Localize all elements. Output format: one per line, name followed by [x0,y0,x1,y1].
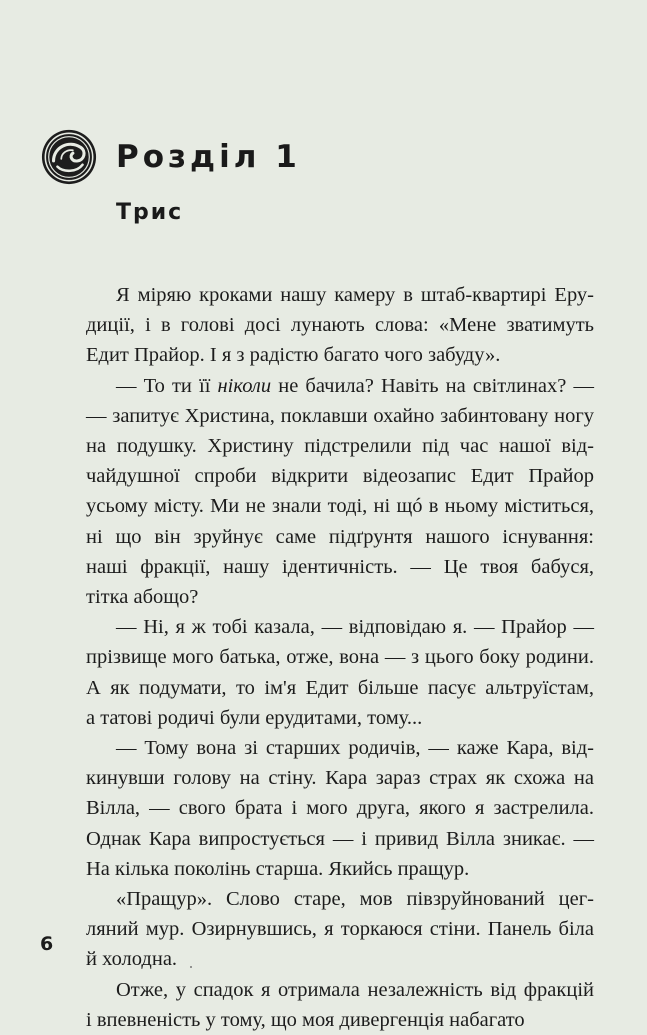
text-line: ні що він зруйнує саме підґрунтя нашого існування: [86,525,594,548]
text-line: чайдушної спроби відкрити відеозапис Едит Прайор [86,465,594,488]
emphasis-word: ніколи [217,374,272,397]
text-line: Отже, у спадок я отримала незалежність від фракцій [116,978,594,1001]
chapter-title: Розділ 1 [116,139,301,175]
text-line: тітка абощо? [86,586,199,609]
text-run: не бачила? Навіть на світлинах? — [271,374,594,397]
text-line: — Тому вона зі старших родичів, — каже Кара, від- [116,737,594,760]
narrator-heading: Трис [116,200,184,225]
text-run: — То ти її [116,374,218,397]
text-line: На кілька поколінь старша. Якийсь пращур. [86,857,470,880]
text-line: усьому місту. Ми не знали тоді, ні щó в ньому міститься, [86,495,594,518]
text-line: й холодна. [86,948,178,971]
page-number: 6 [40,933,54,955]
text-line: диції, і в голові досі лунають слова: «Мене зватимуть [86,314,594,337]
text-line: а татові родичі були ерудитами, тому... [86,706,423,729]
text-line: А як подумати, то ім'я Едит більше пасує альтруїстам, [86,676,594,699]
swirl-emblem-icon [40,128,98,186]
text-line: прізвище мого батька, отже, вона — з цього боку родини. [86,646,594,669]
text-line: Вілла, — свого брата і мого друга, якого я застрелила. [86,797,594,820]
text-line: «Пращур». Слово старе, мов півзруйнований цег- [116,888,594,911]
text-line: наші фракції, нашу ідентичність. — Це твоя бабуся, [86,555,594,578]
text-line: ляний мур. Озирнувшись, я торкаюся стіни. Панель біла [86,918,594,941]
text-line: на подушку. Христину підстрелили під час нашої від- [86,435,594,458]
print-speck [190,966,192,968]
text-line: і впевненість у тому, що моя дивергенція набагато [86,1008,525,1031]
text-line [86,371,594,401]
body-text [86,280,594,1035]
chapter-heading [40,128,301,186]
text-line: Едит Прайор. І я з радістю багато чого забуду». [86,344,501,367]
text-line: Однак Кара випростується — і привид Вілла зникає. — [86,827,594,850]
text-line: Я міряю кроками нашу камеру в штаб-квартирі Еру- [116,284,594,306]
text-line: кинувши голову на стіну. Кара зараз страх як схожа на [86,767,594,790]
text-line: — запитує Христина, поклавши охайно забинтовану ногу [86,404,594,427]
text-line: — Ні, я ж тобі казала, — відповідаю я. — Прайор — [116,616,594,639]
